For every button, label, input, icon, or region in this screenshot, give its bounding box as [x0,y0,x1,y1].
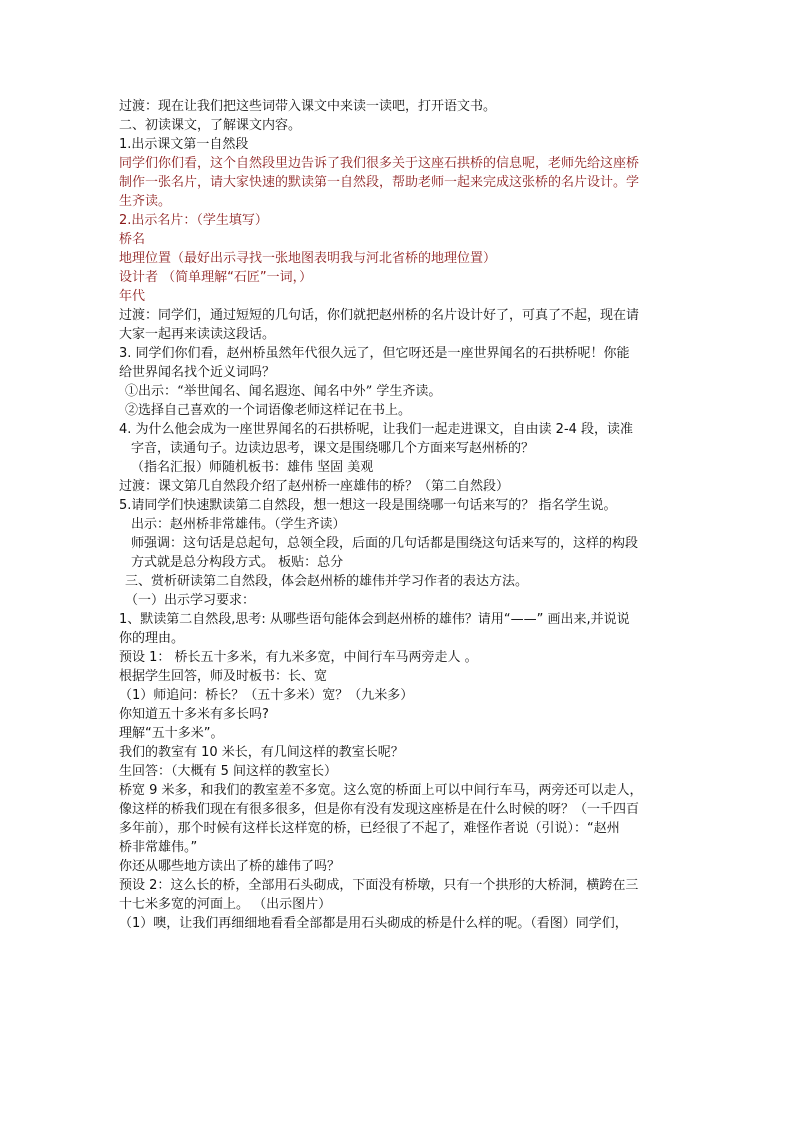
text-line-transition-2b: 大家一起再来读读这段话。 [119,327,276,342]
text-line-width-3: 多年前），那个时候有这样长这样宽的桥，已经很了不起了，难怪作者说（引说）：“赵州 [119,821,620,836]
text-line-width-1: 桥宽 9 米多，和我们的教室差不多宽。这么宽的桥面上可以中间行车马，两旁还可以走人， [119,783,643,798]
text-line-student-answer: 生回答：（大概有 5 间这样的教室长） [119,764,338,779]
text-line-transition-2a: 过渡：同学们，通过短短的几句话，你们就把赵州桥的名片设计好了，可真了不起，现在请 [119,308,640,323]
text-line-board: 根据学生回答，师及时板书：长、宽 [119,669,328,684]
step-5-emphasis-1: 师强调：这句话是总起句，总领全段，后面的几句话都是围绕这句话来写的，这样的构段 [131,536,639,551]
document-body [119,97,679,933]
preset-2-line-2: 十七米多宽的河面上。 （出示图片） [119,897,332,912]
step-3-line-1: 3. 同学们你们看，赵州桥虽然年代很久远了，但它呀还是一座世界闻名的石拱桥呢！你能 [119,346,630,361]
preset-1: 预设 1： 桥长五十多米，有九米多宽，中间行车马两旁走人 。 [119,650,478,665]
text-line-width-2: 像这样的桥我们现在有很多很多，但是你有没有发现这座桥是在什么时候的呀？（一千四百 [119,802,640,817]
card-field-designer: 设计者 （简单理解“石匠”一词，） [119,270,313,285]
text-line-classroom: 我们的教室有 10 米长，有几间这样的教室长呢？ [119,745,404,760]
text-line-transition-3: 过渡：课文第几自然段介绍了赵州桥一座雄伟的桥？（第二自然段） [119,479,510,494]
step-1-heading: 1.出示课文第一自然段 [119,137,249,152]
subheading-requirements: （一）出示学习要求： [125,593,256,608]
text-line-paragraph-intro-1: 同学们你们看，这个自然段里边告诉了我们很多关于这座石拱桥的信息呢，老师先给这座桥 [119,156,640,171]
text-line-transition-1: 过渡：现在让我们把这些词带入课文中来读一读吧，打开语文书。 [119,99,497,114]
step-4-line-1: 4. 为什么他会成为一座世界闻名的石拱桥呢，让我们一起走进课文，自由读 2-4 段，读准 [119,422,634,437]
step-5-line: 5.请同学们快速默读第二自然段，想一想这一段是围绕哪一句话来写的？ 指名学生说。 [119,498,617,513]
card-field-location: 地理位置（最好出示寻找一张地图表明我与河北省桥的地理位置） [119,251,497,266]
card-field-bridge-name: 桥名 [119,232,146,247]
card-field-era: 年代 [119,289,146,304]
text-line-question-more: 你还从哪些地方读出了桥的雄伟了吗？ [119,859,341,874]
step-5-show: 出示：赵州桥非常雄伟。（学生齐读） [131,517,346,532]
heading-first-reading: 二、初读课文，了解课文内容。 [119,118,302,133]
text-line-width-4: 桥非常雄伟。” [119,840,198,855]
step-3-choose: ②选择自己喜欢的一个词语像老师这样记在书上。 [125,403,412,418]
step-4-board: （指名汇报）师随机板书：雄伟 坚固 美观 [131,460,374,475]
requirement-1-line-2: 你的理由。 [119,631,185,646]
step-5-emphasis-2: 方式就是总分构段方式。 板贴：总分 [131,555,344,570]
heading-analysis: 三、赏析研读第二自然段，体会赵州桥的雄伟并学习作者的表达方法。 [125,574,529,589]
text-line-paragraph-intro-2: 制作一张名片，请大家快速的默读第一自然段，帮助老师一起来完成这张桥的名片设计。学 [119,175,640,190]
step-3-show: ①出示：“举世闻名、闻名遐迩、闻名中外” 学生齐读。 [125,384,442,399]
text-line-look-closer: （1）噢，让我们再细细地看看全部都是用石头砌成的桥是什么样的呢。（看图）同学们， [119,916,628,931]
text-line-follow-up: （1）师追问：桥长？（五十多米）宽？（九米多） [119,688,414,703]
step-3-line-2: 给世界闻名找个近义词吗？ [119,365,276,380]
step-4-line-2: 字音，读通句子。边读边思考，课文是围绕哪几个方面来写赵州桥的？ [131,441,535,456]
text-line-understand: 理解“五十多米”。 [119,726,224,741]
preset-2-line-1: 预设 2：这么长的桥，全部用石头砌成，下面没有桥墩，只有一个拱形的大桥洞，横跨在三 [119,878,639,893]
step-2-heading: 2.出示名片：（学生填写） [119,213,268,228]
text-line-paragraph-intro-3: 生齐读。 [119,194,172,209]
requirement-1-line-1: 1、默读第二自然段,思考: 从哪些语句能体会到赵州桥的雄伟？请用“——” 画出来,并说说 [119,612,630,627]
text-line-question-length: 你知道五十多米有多长吗? [119,707,269,722]
